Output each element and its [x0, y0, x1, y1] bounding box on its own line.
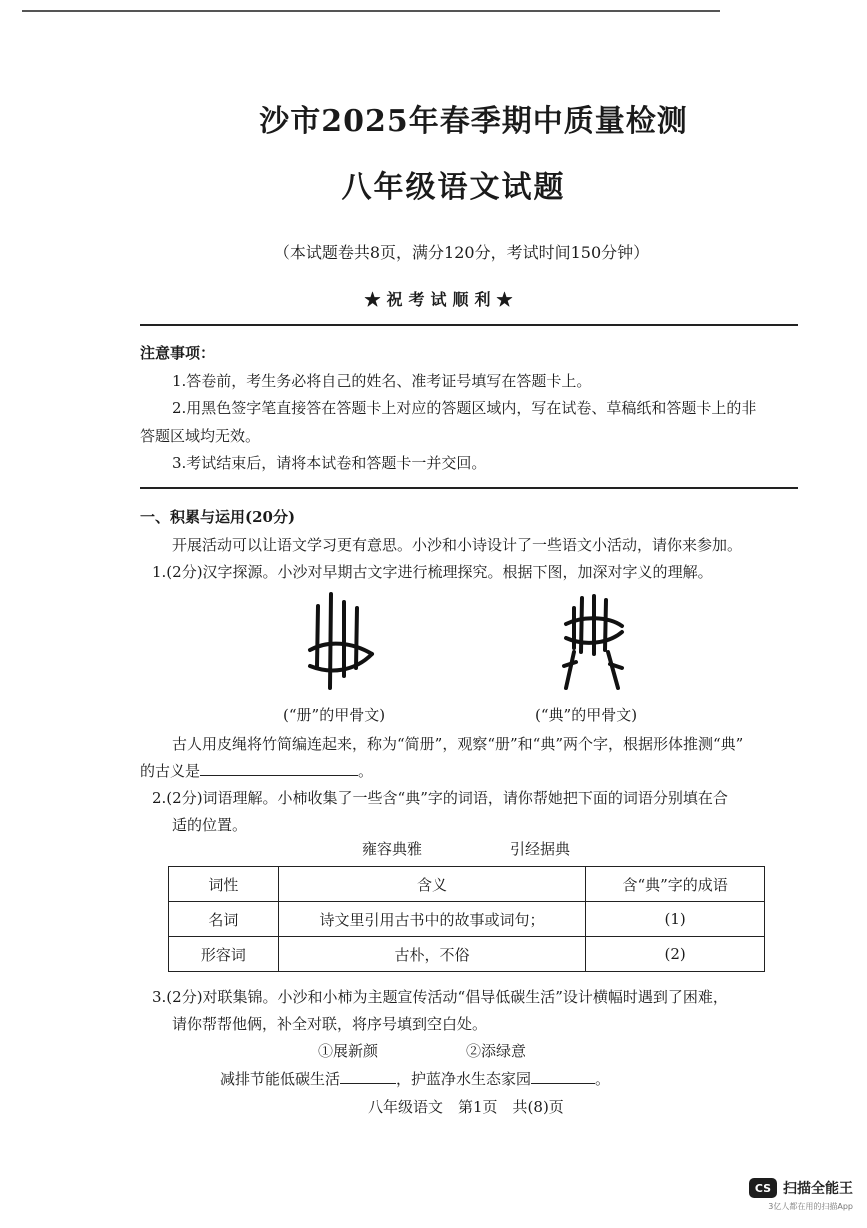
word-option: 雍容典雅	[362, 840, 423, 858]
table-cell: 名词	[169, 902, 279, 937]
exam-info: （本试题卷共8页，满分120分，考试时间150分钟）	[273, 243, 650, 262]
notice-item: 1.答卷前，考生务必将自己的姓名、准考证号填写在答题卡上。	[172, 372, 592, 390]
table-cell: 古朴，不俗	[278, 937, 585, 972]
exam-subtitle: 八年级语文试题	[341, 170, 566, 205]
vocab-table	[168, 866, 765, 972]
couplet-mid: ，护蓝净水生态家园	[396, 1070, 532, 1088]
table-header: 含义	[278, 867, 585, 902]
question-1-prefix: 的古义是	[140, 762, 201, 780]
table-header-row	[169, 867, 765, 902]
caption-dian: (“典”的甲骨文)	[535, 706, 638, 724]
table-row	[169, 937, 765, 972]
divider	[140, 487, 798, 489]
oracle-bone-ce-image	[300, 588, 380, 692]
divider	[140, 324, 798, 326]
table-row	[169, 902, 765, 937]
couplet-option: ①展新颜	[318, 1042, 379, 1060]
question-2-stem-cont: 适的位置。	[172, 816, 248, 834]
notice-heading: 注意事项：	[140, 344, 216, 362]
answer-blank[interactable]	[340, 1069, 396, 1084]
word-option: 引经据典	[510, 840, 571, 858]
exam-title: 沙市2025年春季期中质量检测	[259, 104, 688, 139]
answer-blank[interactable]	[531, 1069, 595, 1084]
couplet-option: ②添绿意	[466, 1042, 527, 1060]
question-3-stem-cont: 请你帮帮他俩，补全对联，将序号填到空白处。	[172, 1015, 488, 1033]
question-1-suffix: 。	[358, 762, 374, 780]
answer-cell[interactable]: (2)	[586, 937, 765, 972]
caption-ce: (“册”的甲骨文)	[283, 706, 386, 724]
scanner-app-name: 扫描全能王	[783, 1181, 853, 1197]
answer-blank[interactable]	[200, 761, 358, 776]
scan-top-edge-line	[22, 10, 720, 12]
scanner-tagline: 3亿人都在用的扫描App	[768, 1202, 853, 1211]
table-cell: 形容词	[169, 937, 279, 972]
scanner-watermark	[749, 1178, 853, 1212]
answer-cell[interactable]: (1)	[586, 902, 765, 937]
notice-item: 2.用黑色签字笔直接答在答题卡上对应的答题区域内，写在试卷、草稿纸和答题卡上的非	[172, 399, 757, 417]
table-cell: 诗文里引用古书中的故事或词句；	[278, 902, 585, 937]
table-header: 含“典”字的成语	[586, 867, 765, 902]
table-header: 词性	[169, 867, 279, 902]
section-heading: 一、积累与运用(20分)	[140, 508, 296, 526]
question-1-stem: 1.(2分)汉字探源。小沙对早期古文字进行梳理探究。根据下图，加深对字义的理解。	[152, 563, 713, 581]
couplet-left: 减排节能低碳生活	[220, 1070, 341, 1088]
question-1-text: 古人用皮绳将竹简编连起来，称为“简册”，观察“册”和“典”两个字，根据形体推测“典”	[172, 735, 744, 753]
oracle-bone-dian-image	[552, 592, 632, 692]
question-2-stem: 2.(2分)词语理解。小柿收集了一些含“典”字的词语，请你帮她把下面的词语分别填在合	[152, 789, 728, 807]
question-1-answer-line	[140, 760, 373, 782]
couplet-end: 。	[595, 1070, 611, 1088]
question-3-stem: 3.(2分)对联集锦。小沙和小柿为主题宣传活动“倡导低碳生活”设计横幅时遇到了困难，	[152, 988, 728, 1006]
section-intro: 开展活动可以让语文学习更有意思。小沙和小诗设计了一些语文小活动，请你来参加。	[172, 536, 743, 554]
page-footer: 八年级语文 第1页 共(8)页	[368, 1098, 564, 1116]
notice-item: 答题区域均无效。	[140, 427, 261, 445]
couplet-line	[220, 1068, 610, 1090]
good-luck-banner: ★祝考试顺利★	[364, 290, 519, 309]
scanner-logo-icon: CS	[749, 1178, 777, 1198]
notice-item: 3.考试结束后，请将本试卷和答题卡一并交回。	[172, 454, 487, 472]
